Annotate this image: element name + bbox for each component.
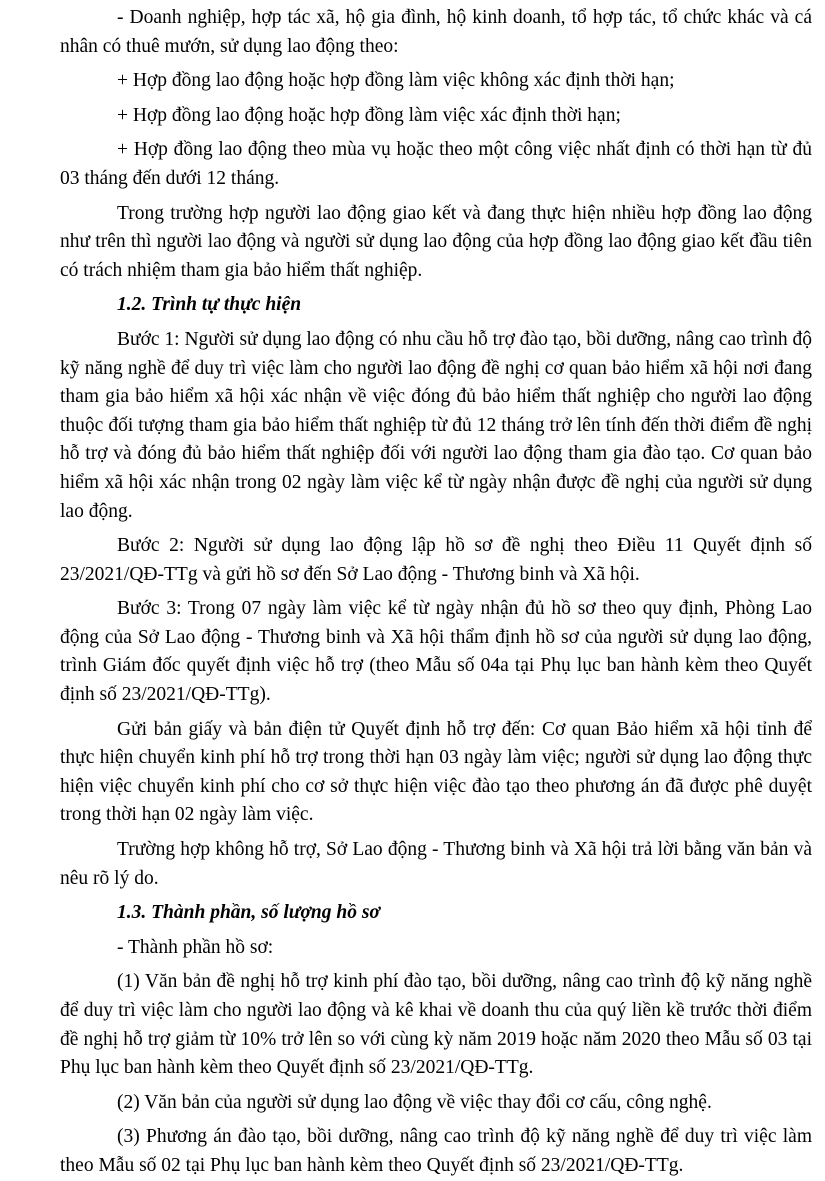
paragraph-dossier-components: - Thành phần hồ sơ:	[117, 936, 274, 958]
paragraph-employer-types: - Doanh nghiệp, hợp tác xã, hộ gia đình, hộ kinh doanh, tổ hợp tác, tổ chức khác và cá nhân có thuê mướn, sử dụng lao động theo:	[60, 7, 812, 57]
paragraph-contract-indefinite: + Hợp đồng lao động hoặc hợp đồng làm việc không xác định thời hạn;	[117, 70, 675, 92]
paragraph-dossier-item-1: (1) Văn bản đề nghị hỗ trợ kinh phí đào tạo, bồi dưỡng, nâng cao trình độ kỹ năng nghề để duy trì việc làm cho người lao động và kê khai về doanh thu của quý liền kề trước thời điểm đề nghị hỗ trợ giảm từ 10% trở lên so với cùng kỳ năm 2019 hoặc năm 2020 theo Mẫu số 03 tại Phụ lục ban hành kèm theo Quyết định số 23/2021/QĐ-TTg.	[60, 971, 812, 1079]
paragraph-contract-definite: + Hợp đồng lao động hoặc hợp đồng làm việc xác định thời hạn;	[117, 104, 621, 126]
paragraph-no-support: Trường hợp không hỗ trợ, Sở Lao động - Thương binh và Xã hội trả lời bằng văn bản và nêu rõ lý do.	[60, 839, 812, 889]
paragraph-step-1: Bước 1: Người sử dụng lao động có nhu cầu hỗ trợ đào tạo, bồi dưỡng, nâng cao trình độ kỹ năng nghề để duy trì việc làm cho người lao động đề nghị cơ quan bảo hiểm xã hội nơi đang tham gia bảo hiểm xã hội xác nhận về việc đóng đủ bảo hiểm thất nghiệp cho người lao động thuộc đối tượng tham gia bảo hiểm thất nghiệp từ đủ 12 tháng trở lên tính đến thời điểm đề nghị hỗ trợ và đóng đủ bảo hiểm thất nghiệp đối với người lao động tham gia đào tạo. Cơ quan bảo hiểm xã hội xác nhận trong 02 ngày làm việc kể từ ngày nhận được đề nghị của người sử dụng lao động.	[60, 328, 812, 522]
paragraph-step-3: Bước 3: Trong 07 ngày làm việc kể từ ngày nhận đủ hồ sơ theo quy định, Phòng Lao động của Sở Lao động - Thương binh và Xã hội thẩm định hồ sơ của người sử dụng lao động, trình Giám đốc quyết định việc hỗ trợ (theo Mẫu số 04a tại Phụ lục ban hành kèm theo Quyết định số 23/2021/QĐ-TTg).	[60, 598, 812, 706]
paragraph-step-2: Bước 2: Người sử dụng lao động lập hồ sơ đề nghị theo Điều 11 Quyết định số 23/2021/QĐ-TTg và gửi hồ sơ đến Sở Lao động - Thương binh và Xã hội.	[60, 535, 812, 585]
paragraph-send-decision: Gửi bản giấy và bản điện tử Quyết định hỗ trợ đến: Cơ quan Bảo hiểm xã hội tỉnh để thực hiện chuyển kinh phí hỗ trợ trong thời hạn 03 ngày làm việc; người sử dụng lao động thực hiện việc chuyển kinh phí cho cơ sở thực hiện việc đào tạo theo phương án đã được phê duyệt trong thời hạn 02 ngày làm việc.	[60, 718, 812, 826]
paragraph-multiple-contracts: Trong trường hợp người lao động giao kết và đang thực hiện nhiều hợp đồng lao động như trên thì người lao động và người sử dụng lao động của hợp đồng lao động giao kết đầu tiên có trách nhiệm tham gia bảo hiểm thất nghiệp.	[60, 202, 812, 281]
section-heading-procedure: 1.2. Trình tự thực hiện	[117, 294, 302, 316]
paragraph-dossier-item-3: (3) Phương án đào tạo, bồi dưỡng, nâng cao trình độ kỹ năng nghề để duy trì việc làm theo Mẫu số 02 tại Phụ lục ban hành kèm theo Quyết định số 23/2021/QĐ-TTg.	[60, 1126, 812, 1176]
paragraph-dossier-item-2: (2) Văn bản của người sử dụng lao động về việc thay đổi cơ cấu, công nghệ.	[117, 1091, 712, 1113]
section-heading-dossier: 1.3. Thành phần, số lượng hồ sơ	[117, 902, 380, 924]
paragraph-contract-seasonal: + Hợp đồng lao động theo mùa vụ hoặc theo một công việc nhất định có thời hạn từ đủ 03 tháng đến dưới 12 tháng.	[60, 139, 812, 189]
